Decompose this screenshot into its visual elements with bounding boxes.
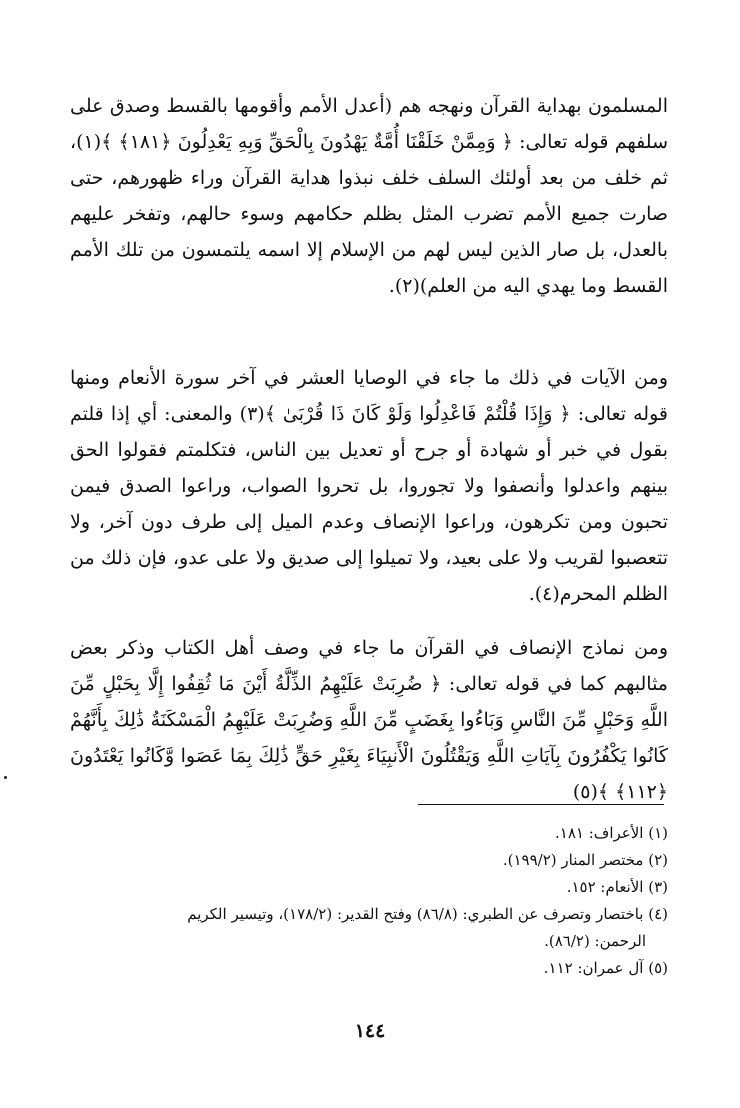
footnote-2: (٢) مختصر المنار (١٩٩/٢). (502, 851, 668, 869)
paragraph-3-text: ومن نماذج الإنصاف في القرآن ما جاء في وصف أهل الكتاب وذكر بعض مثالبهم كما في قوله تعالى: ﴿ ضُرِبَتْ عَلَيْهِمُ الذِّلَّةُ أَيْنَ مَا ثُقِفُوا إِلَّا بِحَبْلٍ مِّنَ اللَّهِ وَحَبْلٍ مِّنَ النَّاسِ وَبَاءُوا بِغَضَبٍ مِّنَ اللَّهِ وَضُرِبَتْ عَلَيْهِمُ الْمَسْكَنَةُ ذَٰلِكَ بِأَنَّهُمْ كَانُوا يَكْفُرُونَ بِآيَاتِ اللَّهِ وَيَقْتُلُونَ الْأَنبِيَاءَ بِغَيْرِ حَقٍّ ذَٰلِكَ بِمَا عَصَوا وَّكَانُوا يَعْتَدُونَ ﴿١١٢﴾ ﴾(٥) (70, 637, 668, 803)
paragraph-2-text: ومن الآيات في ذلك ما جاء في الوصايا العشر في آخر سورة الأنعام ومنها قوله تعالى: ﴿ وَإِذَا قُلْتُمْ فَاعْدِلُوا وَلَوْ كَانَ ذَا قُرْبَىٰ ﴾(٣) والمعنى: أي إذا قلتم بقول في خبر أو شهادة أو جرح أو تعديل بين الناس، فتكلمتم فقولوا الحق بينهم واعدلوا وأنصفوا ولا تجوروا، بل تحروا الصواب، وراعوا الصدق فيمن تحبون ومن تكرهون، وراعوا الإنصاف وعدم الميل إلى طرف دون آخر، ولا تتعصبوا لقريب ولا على بعيد، ولا تميلوا إلى صديق ولا على عدو، فإن ذلك من الظلم المحرم(٤). (70, 367, 668, 605)
footnotes (70, 820, 668, 982)
page-number: ١٤٤ (354, 1020, 386, 1042)
paragraph-3 (70, 630, 668, 810)
paragraph-1-text: المسلمون بهداية القرآن ونهجه هم (أعدل الأمم وأقومها بالقسط وصدق على سلفهم قوله تعالى: ﴿ وَمِمَّنْ خَلَقْنَا أُمَّةٌ يَهْدُونَ بِالْحَقِّ وَبِهِ يَعْدِلُونَ ﴿١٨١﴾ ﴾(١)، ثم خلف من بعد أولئك السلف خلف نبذوا هداية القرآن وراء ظهورهم، حتى صارت جميع الأمم تضرب المثل بظلم حكامهم وسوء حالهم، وتفخر عليهم بالعدل، بل صار الذين ليس لهم من الإسلام إلا اسمه يلتمسون من تلك الأمم القسط وما يهدي اليه من العلم)(٢). (70, 95, 668, 297)
footnote-1: (١) الأعراف: ١٨١. (555, 824, 668, 842)
footnote-divider (418, 804, 664, 805)
footnote-3: (٣) الأنعام: ١٥٢. (566, 878, 668, 896)
paragraph-2 (70, 360, 668, 612)
footnote-4-continued: الرحمن: (٨٦/٢). (544, 932, 646, 950)
footnote-4: (٤) باختصار وتصرف عن الطبري: (٨٦/٨) وفتح القدير: (١٧٨/٢)، وتيسير الكريم (187, 905, 668, 923)
margin-dot (4, 776, 7, 779)
paragraph-1 (70, 88, 668, 304)
footnote-5: (٥) آل عمران: ١١٢. (543, 959, 668, 977)
